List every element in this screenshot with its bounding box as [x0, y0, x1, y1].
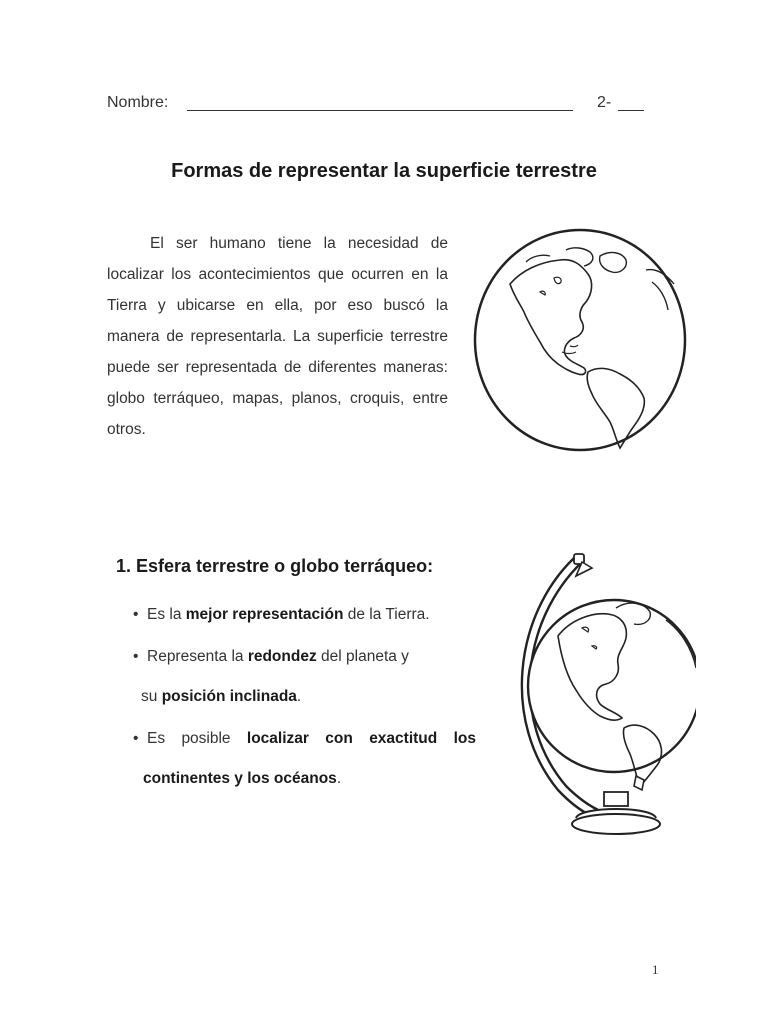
bullet-dot: • [133, 606, 139, 623]
bullet-bold-text: con [325, 730, 353, 747]
intro-paragraph [107, 228, 448, 445]
bullet-dot: • [133, 730, 139, 747]
bullet-bold-text: los [453, 730, 476, 747]
page-title: Formas de representar la superficie terrestre [171, 160, 597, 182]
bullet-bold-text: continentes y los océanos [143, 770, 337, 787]
bullet-text: su [141, 688, 162, 705]
earth-globe-illustration-icon [470, 222, 690, 458]
name-line [107, 92, 647, 116]
list-item [133, 648, 409, 666]
bullet-bold-text: localizar [246, 730, 309, 747]
bullet-text: posible [181, 730, 231, 747]
bullet-text: . [296, 688, 302, 705]
grade-blank[interactable] [618, 110, 644, 111]
bullet-text: Es [147, 730, 166, 747]
grade-label: 2- [597, 94, 612, 111]
bullet-text: Representa la [147, 648, 248, 665]
desk-globe-illustration-icon [496, 550, 696, 840]
bullet-text: Es la [147, 606, 186, 623]
bullet-dot: • [133, 648, 139, 665]
bullet-bold-text: posición inclinada [161, 688, 297, 705]
list-item [133, 730, 476, 748]
bullet-bold-text: redondez [247, 648, 317, 665]
bullet-text: . [336, 770, 342, 787]
bullet-bold-text: exactitud [369, 730, 438, 747]
list-item [133, 606, 430, 624]
bullet-bold-text: mejor representación [185, 606, 344, 623]
bullet-text: del planeta y [316, 648, 409, 665]
list-item-continuation [141, 688, 301, 706]
page-number: 1 [652, 962, 659, 977]
section-title: 1. Esfera terrestre o globo terráqueo: [116, 556, 434, 576]
name-label: Nombre: [107, 94, 169, 111]
list-item-continuation [143, 770, 341, 788]
intro-text: El ser humano tiene la necesidad de localizar los acontecimientos que ocurren en la Tierra y ubicarse en ella, por eso buscó la manera de representarla. La superficie terrestre puede ser representada de diferentes maneras: globo terráqueo, mapas, planos, croquis, entre otros. [107, 235, 448, 438]
bullet-text: de la Tierra. [343, 606, 430, 623]
name-blank[interactable] [187, 110, 573, 111]
